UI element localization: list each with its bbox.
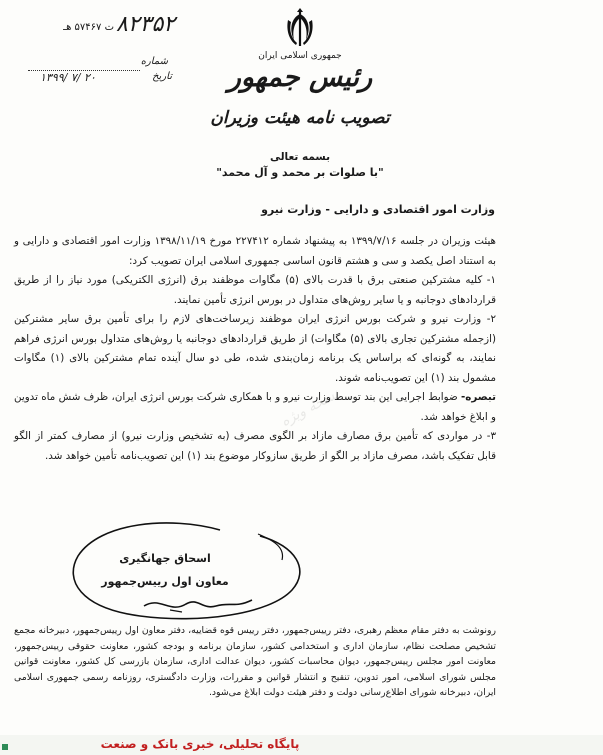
registration-date: ۱۳۹۹/ ۷/ ۲۰	[40, 71, 96, 84]
addressees: وزارت امور اقتصادی و دارایی - وزارت نیرو	[261, 203, 495, 216]
iran-emblem-icon	[285, 8, 315, 48]
handwritten-signature	[140, 594, 260, 616]
note-clause	[14, 388, 496, 427]
bottom-banner	[0, 735, 603, 755]
header-invocation: بسمه تعالی	[269, 151, 331, 163]
clause-3: ۳- در مواردی که تأمین برق مصارف مازاد بر الگوی مصرف (به تشخیص وزارت نیرو) از مصارف کمتر از الگو قابل تفکیک باشد، مصرف مازاد بر الگو از طریق سازوکار موضوع بند (۱) این تصویب‌نامه تأمین خواهد شد.	[14, 430, 496, 462]
registration-number: ۸۲۳۵۲	[116, 12, 176, 37]
signatory-title: معاون اول رییس‌جمهور	[101, 575, 229, 588]
note-label: تبصره-	[461, 391, 496, 403]
header-country: جمهوری اسلامی ایران	[258, 51, 342, 61]
header-subtitle: تصویب نامه هیئت وزیران	[210, 108, 390, 128]
banner-text: پایگاه تحلیلی، خبری بانک و صنعت	[100, 737, 300, 751]
copy-recipients: رونوشت به دفتر مقام معظم رهبری، دفتر رییس‌جمهور، دفتر رییس قوه قضاییه، دفتر معاون اول رییس‌جمهور، دبیرخانه مجمع تشخیص مصلحت نظام، سازمان اداری و استخدامی کشور، سازمان برنامه و بودجه کشور، معاونت حقوقی رییس‌جمهور، معاونت امور مجلس رییس‌جمهور، دیوان محاسبات کشور، دیوان عدالت اداری، سازمان بازرسی کل کشور، معاونت قوانین مجلس شورای اسلامی، امور تدوین، تنقیح و انتشار قوانین و مقررات، وزارت دادگستری، روزنامه رسمی جمهوری اسلامی ایران، دبیرخانه شورای اطلاع‌رسانی دولت و دفتر هیئت دولت ابلاغ می‌شود.	[14, 625, 496, 699]
signatory-name: اسحاق جهانگیری	[119, 552, 211, 565]
clause-1: ۱- کلیه مشترکین صنعتی برق با قدرت بالای (۵) مگاوات موظفند برق (انرژی الکتریکی) مورد نیاز را از طریق قراردادهای دوجانبه و یا سایر روش‌های متداول در بورس انرژی تأمین نمایند.	[14, 274, 496, 306]
registration-date-label: تاریخ	[152, 71, 172, 82]
watermark-text: نسخه ویژه	[278, 386, 342, 430]
registration-block	[8, 10, 198, 90]
clause-2: ۲- وزارت نیرو و شرکت بورس انرژی ایران موظفند زیرساخت‌های لازم را برای تأمین برق سایر مشترکین (ازجمله مشترکین تجاری بالای (۵) مگاوات) از طریق قراردادهای دوجانبه یا روش‌های متداول بورس انرژی فراهم نمایند، به گونه‌ای که براساس یک برنامه زمان‌بندی شده، طی دو سال آینده تمام مشترکین بالای (۱) مگاوات مشمول بند (۱) این تصویب‌نامه شوند.	[14, 313, 496, 384]
intro-paragraph: هیئت وزیران در جلسه ۱۳۹۹/۷/۱۶ به پیشنهاد شماره ۲۲۷۴۱۲ مورخ ۱۳۹۸/۱۱/۱۹ وزارت امور اقتصادی و دارایی و به استناد اصل یکصد و سی و هشتم قانون اساسی جمهوری اسلامی ایران تصویب کرد:	[14, 235, 496, 267]
header-office: رئیس جمهور	[227, 62, 373, 93]
banner-left-decor	[2, 744, 8, 750]
note-text: ضوابط اجرایی این بند توسط وزارت نیرو و با همکاری شرکت بورس انرژی ایران، ظرف شش ماه تدوین و ابلاغ خواهد شد.	[14, 391, 496, 423]
registration-code: ت ۵۷۴۶۷ هـ	[63, 22, 114, 33]
header-blessing: "با صلوات بر محمد و آل محمد"	[216, 166, 384, 179]
registration-serial-label: شماره	[140, 56, 168, 67]
